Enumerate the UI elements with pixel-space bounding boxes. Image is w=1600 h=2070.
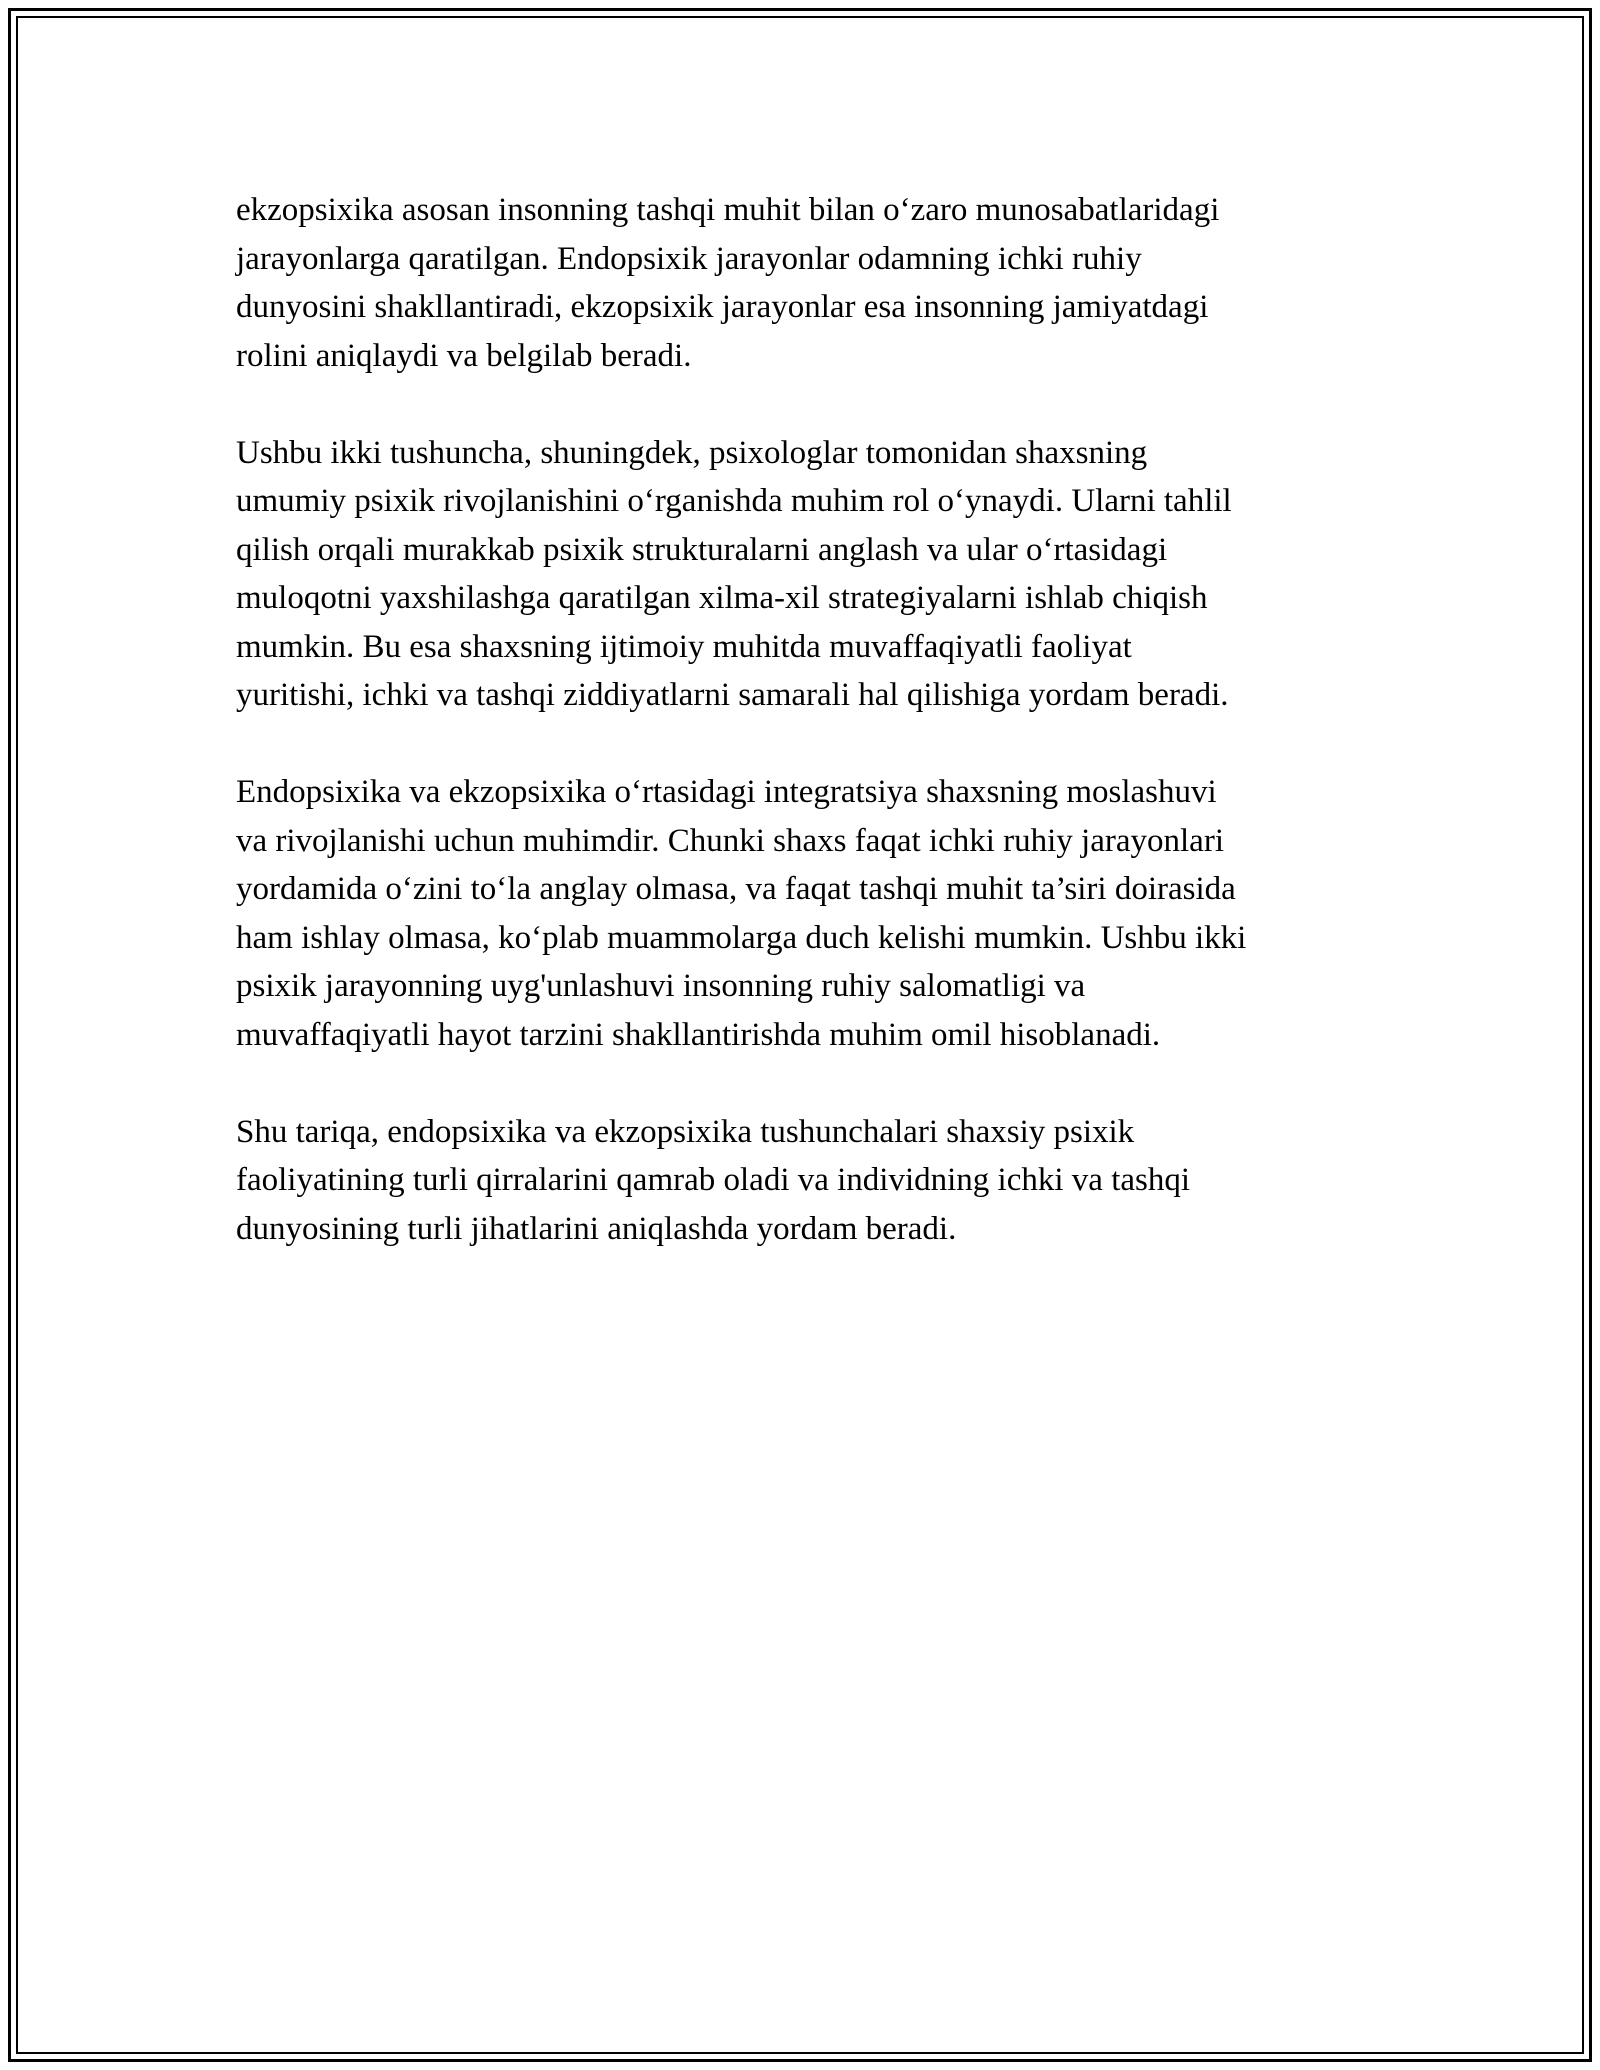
paragraph-4 — [236, 1108, 1386, 1254]
document-body — [236, 186, 1386, 1302]
text-line: umumiy psixik rivojlanishini o‘rganishda muhim rol o‘ynaydi. Ularni tahlil — [236, 483, 1232, 519]
text-line: psixik jarayonning uyg'unlashuvi insonning ruhiy salomatligi va — [236, 968, 1086, 1004]
text-line: rolini aniqlaydi va belgilab beradi. — [236, 337, 692, 374]
text-line: qilish orqali murakkab psixik strukturalarni anglash va ular o‘rtasidagi — [236, 531, 1168, 568]
text-line: faoliyatining turli qirralarini qamrab oladi va individning ichki va tashqi — [236, 1162, 1191, 1198]
text-line: ekzopsixika asosan insonning tashqi muhit bilan o‘zaro munosabatlaridagi — [236, 192, 1220, 228]
text-line: mumkin. Bu esa shaxsning ijtimoiy muhitda muvaffaqiyatli faoliyat — [236, 628, 1132, 665]
text-line: ham ishlay olmasa, ko‘plab muammolarga duch kelishi mumkin. Ushbu ikki — [236, 919, 1247, 956]
text-line: Shu tariqa, endopsixika va ekzopsixika tushunchalari shaxsiy psixik — [236, 1113, 1135, 1150]
text-line: Ushbu ikki tushuncha, shuningdek, psixologlar tomonidan shaxsning — [236, 434, 1148, 471]
text-line: yordamida o‘zini to‘la anglay olmasa, va faqat tashqi muhit ta’siri doirasida — [236, 871, 1236, 907]
text-line: yuritishi, ichki va tashqi ziddiyatlarni samarali hal qilishiga yordam beradi. — [236, 677, 1229, 713]
text-line: va rivojlanishi uchun muhimdir. Chunki shaxs faqat ichki ruhiy jarayonlari — [236, 822, 1224, 859]
paragraph-2 — [236, 429, 1386, 720]
text-line: muloqotni yaxshilashga qaratilgan xilma-xil strategiyalarni ishlab chiqish — [236, 580, 1208, 616]
text-line: jarayonlarga qaratilgan. Endopsixik jarayonlar odamning ichki ruhiy — [236, 240, 1142, 277]
paragraph-3 — [236, 768, 1386, 1059]
paragraph-1 — [236, 186, 1386, 380]
text-line: Endopsixika va ekzopsixika o‘rtasidagi integratsiya shaxsning moslashuvi — [236, 774, 1217, 810]
text-line: dunyosining turli jihatlarini aniqlashda yordam beradi. — [236, 1210, 957, 1247]
text-line: muvaffaqiyatli hayot tarzini shakllantirishda muhim omil hisoblanadi. — [236, 1016, 1161, 1053]
text-line: dunyosini shakllantiradi, ekzopsixik jarayonlar esa insonning jamiyatdagi — [236, 289, 1209, 325]
